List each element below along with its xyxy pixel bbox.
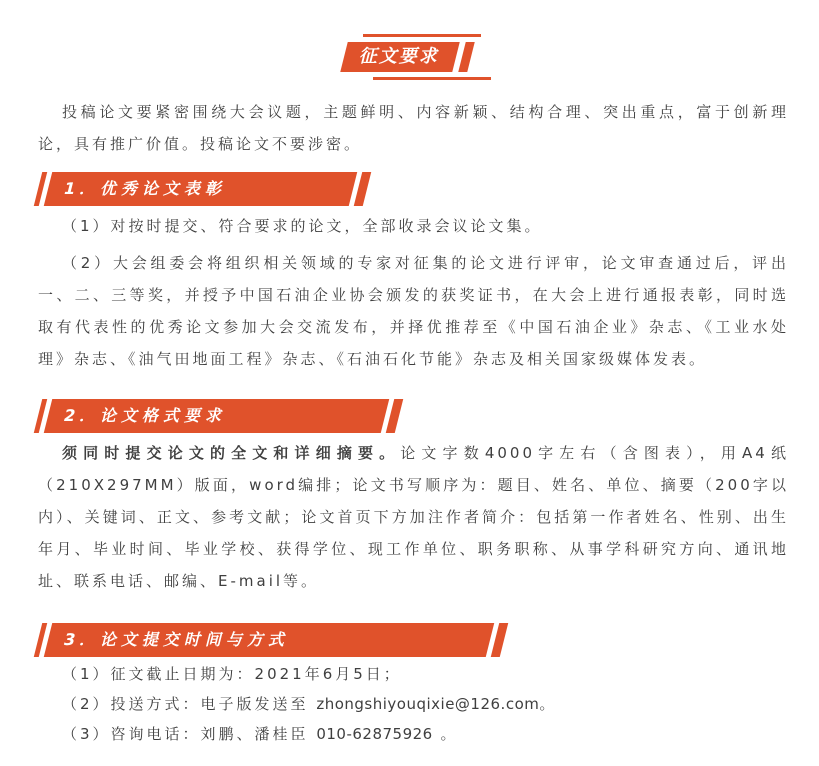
banner-shape [44,399,389,433]
section-1-banner [38,172,789,206]
email-text: zhongshiyouqixie@126.com [316,695,540,713]
section-3-body [38,659,789,749]
badge-label: 征文要求 [357,46,443,67]
section-2-title: 2．论文格式要求 [61,406,230,425]
ribbon-bottom-line [373,77,491,80]
section-3-title: 3．论文提交时间与方式 [61,630,293,649]
banner-right-tail [354,172,371,206]
contact-suffix: 。 [432,725,459,743]
section-1-paragraph-2: （2）大会组委会将组织相关领域的专家对征集的论文进行评审，论文审查通过后，评出一、二、三等奖，并授予中国石油企业协会颁发的获奖证书，在大会上进行通报表彰，同时选取有代表性的优秀论文参加大会交流发布，并择优推荐至《中国石油企业》杂志、《工业水处理》杂志、《油气田地面工程》杂志、《石油石化节能》杂志及相关国家级媒体发表。 [38,254,789,368]
format-requirement-detail: 论文字数4000字左右（含图表），用A4纸（210X297MM）版面，word编排；论文书写顺序为：题目、姓名、单位、摘要（200字以内）、关键词、正文、参考文献；论文首页下方加注作者简介：包括第一作者姓名、性别、出生年月、毕业时间、毕业学校、获得学位、现工作单位、职务职称、从事学科研究方向、通讯地址、联系电话、邮编、E-mail等。 [38,444,789,590]
banner-right-tail [386,399,403,433]
section-3-banner [38,623,789,657]
section-2-paragraph [38,437,789,597]
section-1-paragraph-1: （1）对按时提交、符合要求的论文，全部收录会议论文集。 [62,217,543,235]
section-2-body [38,437,789,597]
ribbon-top-line [363,34,481,37]
banner-shape [44,172,357,206]
submission-method-prefix: （2）投送方式：电子版发送至 [62,695,317,713]
format-requirement-lead: 须同时提交论文的全文和详细摘要。 [62,444,401,462]
badge-tail-decoration [458,42,474,72]
section-1-title: 1．优秀论文表彰 [61,179,230,198]
banner-shape [44,623,494,657]
badge-shape [340,42,459,72]
intro-paragraph: 投稿论文要紧密围绕大会议题，主题鲜明、内容新颖、结构合理、突出重点，富于创新理论，具有推广价值。投稿论文不要涉密。 [38,103,789,153]
submission-method-item [38,689,789,719]
contact-item [38,719,789,749]
submission-method-suffix: 。 [539,695,558,713]
deadline-item: （1）征文截止日期为：2021年6月5日； [62,665,402,683]
banner-right-tail [491,623,508,657]
call-for-papers-header [38,34,789,80]
section-1-body [38,210,789,375]
call-for-papers-badge [344,42,471,72]
phone-text: 010-62875926 [316,725,433,743]
section-2-banner [38,399,789,433]
contact-prefix: （3）咨询电话：刘鹏、潘桂臣 [62,725,317,743]
